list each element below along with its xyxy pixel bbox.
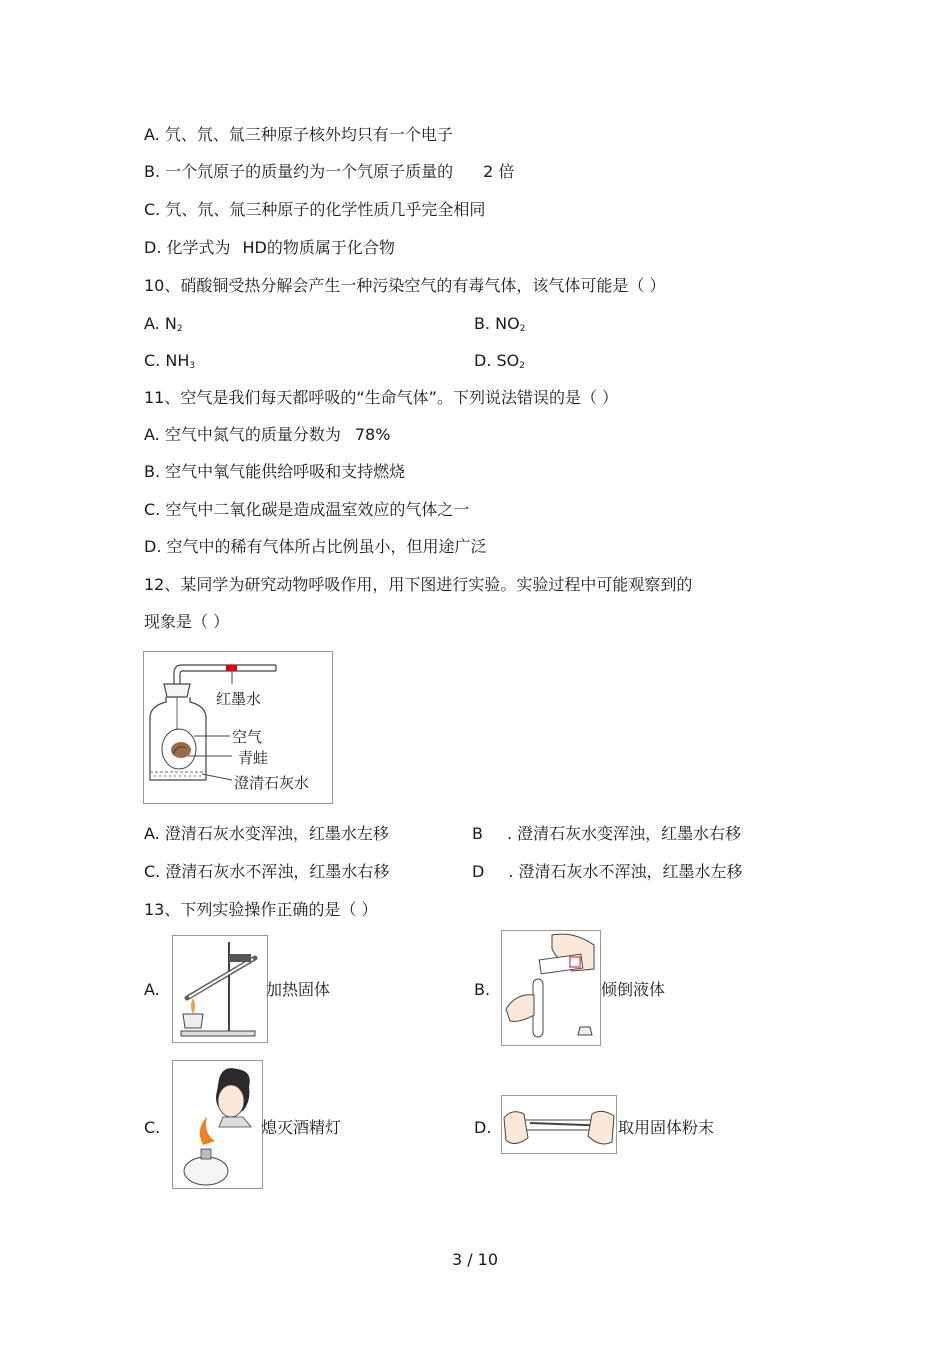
q9-option-d: D. 化学式为 HD的物质属于化合物 — [144, 238, 395, 257]
q10-stem: 10、硝酸铜受热分解会产生一种污染空气的有毒气体，该气体可能是（ ） — [144, 276, 666, 295]
heating-solid-figure — [172, 935, 268, 1043]
lamp-flame-icon — [200, 1117, 215, 1145]
q9-option-a: A. 氕、氘、氚三种原子核外均只有一个电子 — [144, 125, 453, 144]
frog-apparatus-drawing — [144, 652, 332, 803]
q13-option-a-text: 加热固体 — [266, 980, 331, 999]
q13-option-b-label: B. — [474, 980, 491, 999]
q11-option-b: B. 空气中氧气能供给呼吸和支持燃烧 — [144, 462, 406, 481]
q12-option-d: D . 澄清石灰水不浑浊，红墨水左移 — [472, 862, 743, 881]
label-air: 空气 — [232, 728, 263, 746]
q13-option-c-text: 熄灭酒精灯 — [261, 1118, 342, 1137]
test-tube-spatula-drawing — [502, 1096, 616, 1153]
q10-option-d: D. $SO_2$ — [474, 351, 525, 371]
q12-stem-line1: 12、某同学为研究动物呼吸作用，用下图进行实验。实验过程中可能观察到的 — [144, 575, 693, 594]
label-frog: 青蛙 — [238, 749, 269, 767]
iron-stand-drawing — [173, 936, 267, 1042]
q10-option-a: A. $N_2$ — [144, 314, 183, 334]
q10-option-b: B. $NO_2$ — [474, 314, 526, 334]
label-red-ink: 红墨水 — [216, 690, 262, 708]
pouring-liquid-figure — [501, 930, 601, 1046]
q13-option-d-label: D. — [474, 1118, 492, 1137]
q13-stem: 13、下列实验操作正确的是（ ） — [144, 900, 378, 919]
flame-icon — [191, 998, 195, 1014]
solid-powder-figure — [501, 1095, 617, 1154]
extinguish-lamp-figure — [172, 1060, 263, 1189]
frog-respiration-figure — [143, 651, 333, 804]
q11-stem: 11、空气是我们每天都呼吸的“生命气体”。下列说法错误的是（ ） — [144, 388, 619, 407]
pouring-drawing — [502, 931, 600, 1045]
q12-option-a: A. 澄清石灰水变浑浊，红墨水左移 — [144, 824, 389, 843]
q12-stem-line2: 现象是（ ） — [144, 612, 230, 631]
q13-option-a-label: A. — [144, 980, 160, 999]
q13-option-c-label: C. — [144, 1118, 161, 1137]
label-limewater: 澄清石灰水 — [234, 774, 310, 792]
q9-option-c: C. 氕、氘、氚三种原子的化学性质几乎完全相同 — [144, 200, 486, 219]
q11-option-d: D. 空气中的稀有气体所占比例虽小，但用途广泛 — [144, 537, 487, 556]
blowing-lamp-drawing — [173, 1061, 262, 1188]
q10-option-c: C. $NH_3$ — [144, 351, 196, 371]
q13-option-d-text: 取用固体粉末 — [618, 1118, 715, 1137]
page-number: 3 / 10 — [451, 1250, 499, 1269]
q13-option-b-text: 倾倒液体 — [601, 980, 666, 999]
q11-option-c: C. 空气中二氧化碳是造成温室效应的气体之一 — [144, 500, 470, 519]
q12-option-c: C. 澄清石灰水不浑浊，红墨水右移 — [144, 862, 390, 881]
red-ink-drop — [226, 665, 237, 671]
q9-option-b: B. 一个氘原子的质量约为一个氕原子质量的 2 倍 — [144, 162, 515, 181]
q11-option-a: A. 空气中氮气的质量分数为 78% — [144, 425, 391, 444]
q12-option-b: B . 澄清石灰水变浑浊，红墨水右移 — [472, 824, 742, 843]
